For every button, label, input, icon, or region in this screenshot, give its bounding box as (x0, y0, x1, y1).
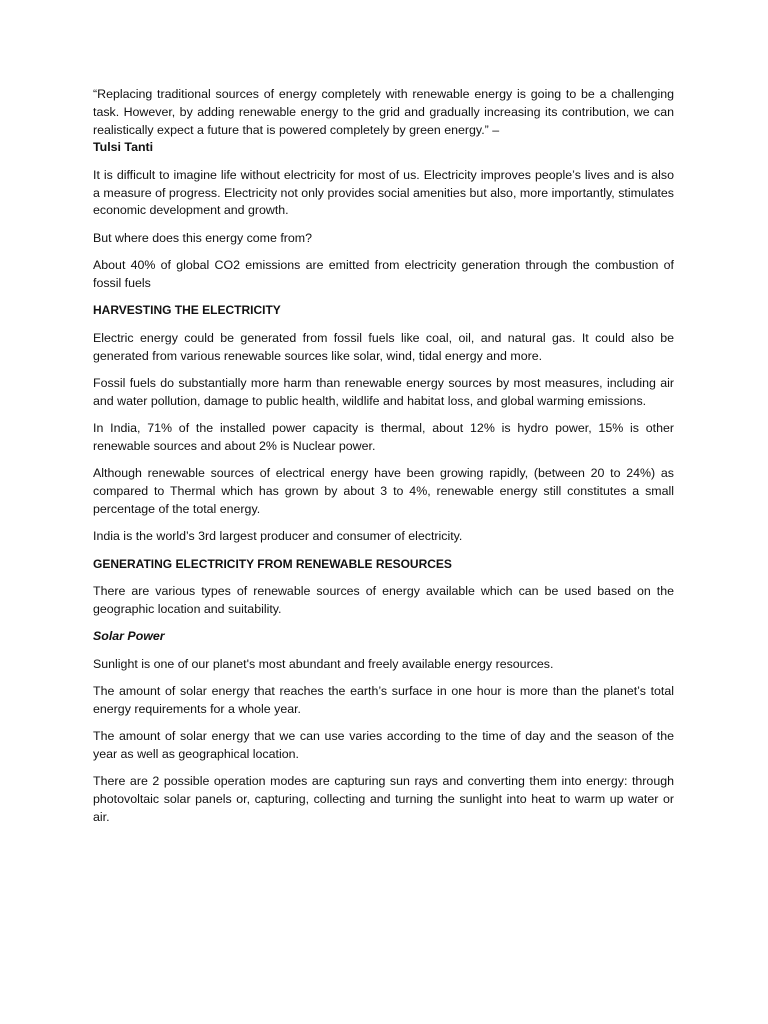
opening-quote (93, 86, 674, 157)
paragraph-electricity-importance: It is difficult to imagine life without electricity for most of us. Electricity improves people’s lives and is also a measure of progress. Electricity not only provides social amenities but also, more importantly, stimulates economic development and growth. (93, 167, 674, 218)
paragraph-energy-question: But where does this energy come from? (93, 230, 313, 245)
paragraph-india-capacity: In India, 71% of the installed power capacity is thermal, about 12% is hydro power, 15% is other renewable sources and about 2% is Nuclear power. (93, 421, 674, 453)
heading-generating-renewable: GENERATING ELECTRICITY FROM RENEWABLE RESOURCES (93, 556, 452, 571)
paragraph-india-rank: India is the world’s 3rd largest producer and consumer of electricity. (93, 529, 463, 544)
document-page (93, 86, 674, 836)
paragraph-energy-sources: Electric energy could be generated from fossil fuels like coal, oil, and natural gas. It could also be generated from various renewable sources like solar, wind, tidal energy and more. (93, 330, 674, 363)
quote-author: Tulsi Tanti (93, 140, 154, 155)
heading-harvesting-electricity: HARVESTING THE ELECTRICITY (93, 303, 281, 318)
paragraph-renewable-growth: Although renewable sources of electrical energy have been growing rapidly, (between 20 to 24%) as compared to Thermal which has grown by about 3 to 4%, renewable energy still constitutes a small percentage of the total energy. (93, 466, 674, 516)
paragraph-fossil-fuel-harm: Fossil fuels do substantially more harm than renewable energy sources by most measures, including air and water pollution, damage to public health, wildlife and habitat loss, and global warming emissions. (93, 375, 674, 408)
paragraph-renewable-types: There are various types of renewable sources of energy available which can be used based on the geographic location and suitability. (93, 584, 674, 616)
paragraph-solar-amount: The amount of solar energy that reaches the earth’s surface in one hour is more than the planet’s total energy requirements for a whole year. (93, 684, 674, 716)
paragraph-co2-emissions: About 40% of global CO2 emissions are emitted from electricity generation through the combustion of fossil fuels (93, 258, 674, 290)
paragraph-solar-variation: The amount of solar energy that we can use varies according to the time of day and the season of the year as well as geographical location. (93, 729, 674, 762)
subheading-solar-power: Solar Power (93, 629, 165, 644)
quote-text: “Replacing traditional sources of energy completely with renewable energy is going to be a challenging task. However, by adding renewable energy to the grid and gradually increasing its contribution, we can realistically expect a future that is powered completely by green energy.” – (93, 87, 674, 137)
paragraph-sunlight: Sunlight is one of our planet's most abundant and freely available energy resources. (93, 656, 554, 671)
paragraph-operation-modes: There are 2 possible operation modes are capturing sun rays and converting them into energy: through photovoltaic solar panels or, capturing, collecting and turning the sunlight into heat to warm up water or air. (93, 774, 674, 824)
